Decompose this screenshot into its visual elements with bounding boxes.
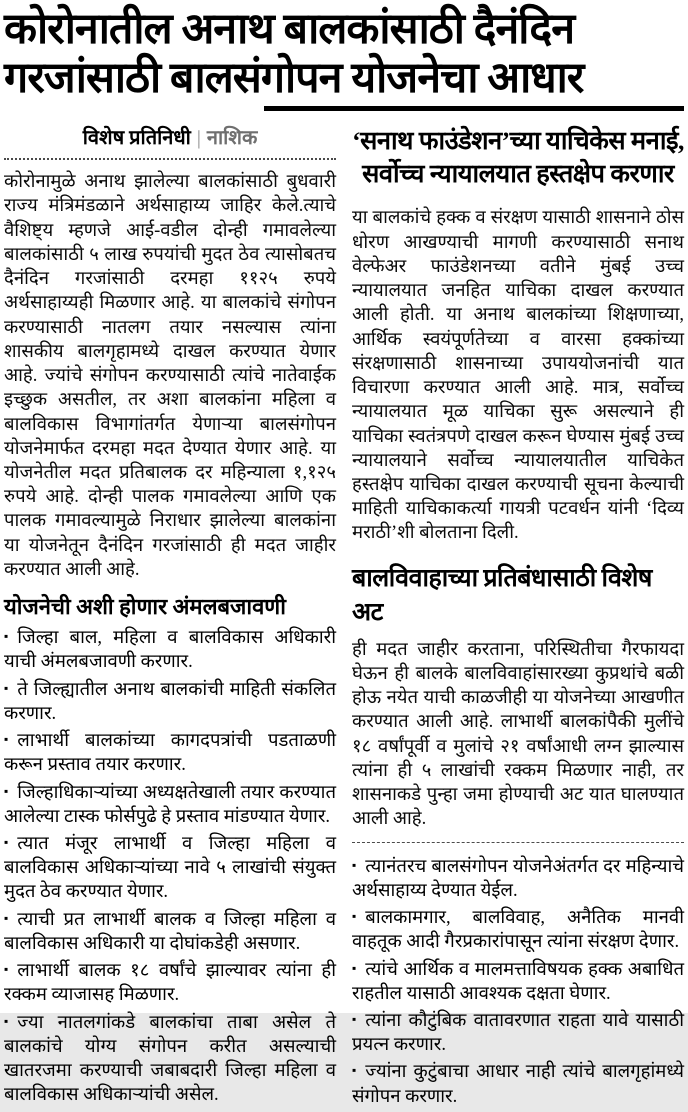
list-item-text: त्यांचे आर्थिक व मालमत्ताविषयक हक्क अबाधित राहतील यासाठी आवश्यक दक्षता घेणार. [352, 959, 684, 1004]
bullet-square-icon: ▪ [4, 962, 9, 977]
bullet-square-icon: ▪ [352, 909, 357, 924]
list-item-text: बालकामगार, बालविवाह, अनैतिक मानवी वाहतूक आदी गैरप्रकारांपासून त्यांना संरक्षण देणार. [352, 908, 684, 953]
list-item [352, 1009, 684, 1057]
list-item-text: त्यात मंजूर लाभार्थी व जिल्हा महिला व बालविकास अधिकाऱ्यांच्या नावे ५ लाखांची संयुक्त मुदत ठेव करण्यात येणार. [4, 834, 336, 903]
byline-author: विशेष प्रतिनिधी [82, 127, 191, 150]
right-paragraph-1: या बालकांचे हक्क व संरक्षण यासाठी शासनाने ठोस धोरण आखण्याची मागणी करण्यासाठी सनाथ वेल्फेअर फाउंडेशनच्या वतीने मुंबई उच्च न्यायालयात जनहित याचिका दाखल करण्यात आली होती. या अनाथ बालकांच्या शिक्षणाच्या, आर्थिक स्वयंपूर्णतेच्या व वारसा हक्कांच्या संरक्षणासाठी शासनाच्या उपाययोजनांची यात विचारणा करण्यात आली आहे. मात्र, सर्वोच्च न्यायालयात मूळ याचिका सुरू असल्याने ही याचिका स्वतंत्रपणे दाखल करून घेण्यास मुंबई उच्च न्यायालयाने सर्वोच्च न्यायालयातील याचिकेत हस्तक्षेप याचिका दाखल करण्याची सूचना केल्याची माहिती याचिकाकर्त्या गायत्री पटवर्धन यांनी ‘दिव्य मराठी’शी बोलताना दिली. [352, 208, 684, 544]
bullet-square-icon: ▪ [4, 680, 9, 695]
left-section-title: योजनेची अशी होणार अंमलबजावणी [4, 594, 286, 620]
list-item-text: त्यांना कौटुंबिक वातावरणात राहता यावे यासाठी प्रयत्न करणार. [352, 1010, 684, 1056]
bullet-square-icon: ▪ [4, 835, 9, 850]
list-item [352, 1060, 684, 1108]
list-item-text: ते जिल्ह्यातील अनाथ बालकांची माहिती संकलित करणार. [4, 679, 336, 724]
byline-location: नाशिक [206, 127, 258, 150]
list-item [4, 781, 336, 829]
list-item-text: जिल्हा बाल, महिला व बालविकास अधिकारी याची अंमलबजावणी करणार. [4, 628, 336, 673]
subhead-line-1: ‘सनाथ फाउंडेशन’च्या याचिकेस मनाई, [352, 126, 684, 156]
list-item [352, 958, 684, 1006]
list-item [352, 855, 684, 903]
list-item [4, 959, 336, 1007]
list-item-text: लाभार्थी बालक १८ वर्षांचे झाल्यावर त्यांना ही रक्कम व्याजासह मिळणार. [4, 961, 336, 1006]
headline-underline-rule [264, 106, 684, 111]
bullet-square-icon: ▪ [4, 1013, 9, 1028]
right-column-subhead [352, 125, 684, 190]
list-item-text: त्याची प्रत लाभार्थी बालक व जिल्हा महिला व बालविकास अधिकारी या दोघांकडेही असणार. [4, 909, 336, 954]
conditions-bullet-list [352, 855, 684, 1109]
list-item [4, 626, 336, 674]
headline-line-2: गरजांसाठी बालसंगोपन योजनेचा आधार [4, 54, 584, 102]
implementation-bullet-list [4, 626, 336, 1107]
right-column [352, 115, 684, 1112]
list-item-text: ज्या नातलगांकडे बालकांचा ताबा असेल ते बालकांचे योग्य संगोपन करीत असल्याची खातरजमा करण्याची जबाबदारी जिल्हा महिला व बालविकास अधिकाऱ्यांची असेल. [4, 1012, 336, 1106]
list-item [4, 678, 336, 726]
article-columns [4, 115, 684, 1112]
bullet-square-icon: ▪ [4, 629, 9, 644]
list-item [4, 908, 336, 956]
bullet-square-icon: ▪ [4, 783, 9, 798]
bullet-square-icon: ▪ [4, 732, 9, 747]
article-headline [4, 4, 684, 103]
byline-dotted-divider [4, 158, 336, 160]
bullet-square-icon: ▪ [352, 1011, 357, 1026]
bullet-square-icon: ▪ [4, 910, 9, 925]
list-item-text: त्यानंतरच बालसंगोपन योजनेअंतर्गत दर महिन्याचे अर्थसाहाय्य देण्यात येईल. [352, 856, 684, 901]
right-section-title: बालविवाहाच्या प्रतिबंधासाठी विशेष अट [352, 564, 652, 626]
left-column [4, 115, 336, 1112]
right-dotted-divider [352, 842, 684, 843]
byline [4, 123, 336, 150]
bullet-square-icon: ▪ [352, 1063, 357, 1078]
bullet-square-icon: ▪ [352, 960, 357, 975]
headline-line-1: कोरोनातील अनाथ बालकांसाठी दैनंदिन [4, 6, 575, 53]
subhead-line-2: सर्वोच्च न्यायालयात हस्तक्षेप करणार [362, 158, 674, 188]
byline-separator: | [196, 127, 201, 150]
list-item [4, 1011, 336, 1108]
right-paragraph-2: ही मदत जाहीर करताना, परिस्थितीचा गैरफायदा घेऊन ही बालके बालविवाहांसारख्या कुप्रथांचे बळी होऊ नयेत याची काळजीही या योजनेच्या आखणीत करण्यात आली आहे. लाभार्थी बालकांपैकी मुलींचे १८ वर्षांपूर्वी व मुलांचे २१ वर्षांआधी लग्न झाल्यास त्यांना ही ५ लाखांची रक्कम मिळणार नाही, तर शासनाकडे पुन्हा जमा होण्याची अट यात घालण्यात आली आहे. [352, 639, 684, 830]
list-item-text: लाभार्थी बालकांच्या कागदपत्रांची पडताळणी करून प्रस्ताव तयार करणार. [4, 731, 336, 776]
list-item [352, 906, 684, 954]
lead-paragraph: कोरोनामुळे अनाथ झालेल्या बालकांसाठी बुधवारी राज्य मंत्रिमंडळाने अर्थसाहाय्य जाहिर केले.त्याचे वैशिष्ट्य म्हणजे आई-वडील दोन्ही गमावलेल्या बालकांसाठी ५ लाख रुपयांची मुदत ठेव त्यासोबतच दैनंदिन गरजांसाठी दरमहा ११२५ रुपये अर्थसाहाय्यही मिळणार आहे. या बालकांचे संगोपन करण्यासाठी नातलग तयार नसल्यास त्यांना शासकीय बालगृहामध्ये दाखल करण्यात येणार आहे. ज्यांचे संगोपन करण्यासाठी त्यांचे नातेवाईक इच्छुक असतील, तर अशा बालकांना महिला व बालविकास विभागांतर्गत येणाऱ्या बालसंगोपन योजनेमार्फत दरमहा मदत देण्यात येणार आहे. या योजनेतील मदत प्रतिबालक दर महिन्याला १,१२५ रुपये आहे. दोन्ही पालक गमावलेल्या आणि एक पालक गमावल्यामुळे निराधार झालेल्या बालकांना या योजनेतून दैनंदिन गरजांसाठी ही मदत जाहीर करण्यात आली आहे. [4, 172, 336, 580]
bullet-square-icon: ▪ [352, 857, 357, 872]
list-item-text: जिल्हाधिकाऱ्यांच्या अध्यक्षतेखाली तयार करण्यात आलेल्या टास्क फोर्सपुढे हे प्रस्ताव मांडण्यात येणार. [4, 782, 336, 827]
list-item [4, 729, 336, 777]
list-item-text: ज्यांना कुटुंबाचा आधार नाही त्यांचे बालगृहांमध्ये संगोपन करणार. [352, 1062, 684, 1107]
list-item [4, 832, 336, 905]
